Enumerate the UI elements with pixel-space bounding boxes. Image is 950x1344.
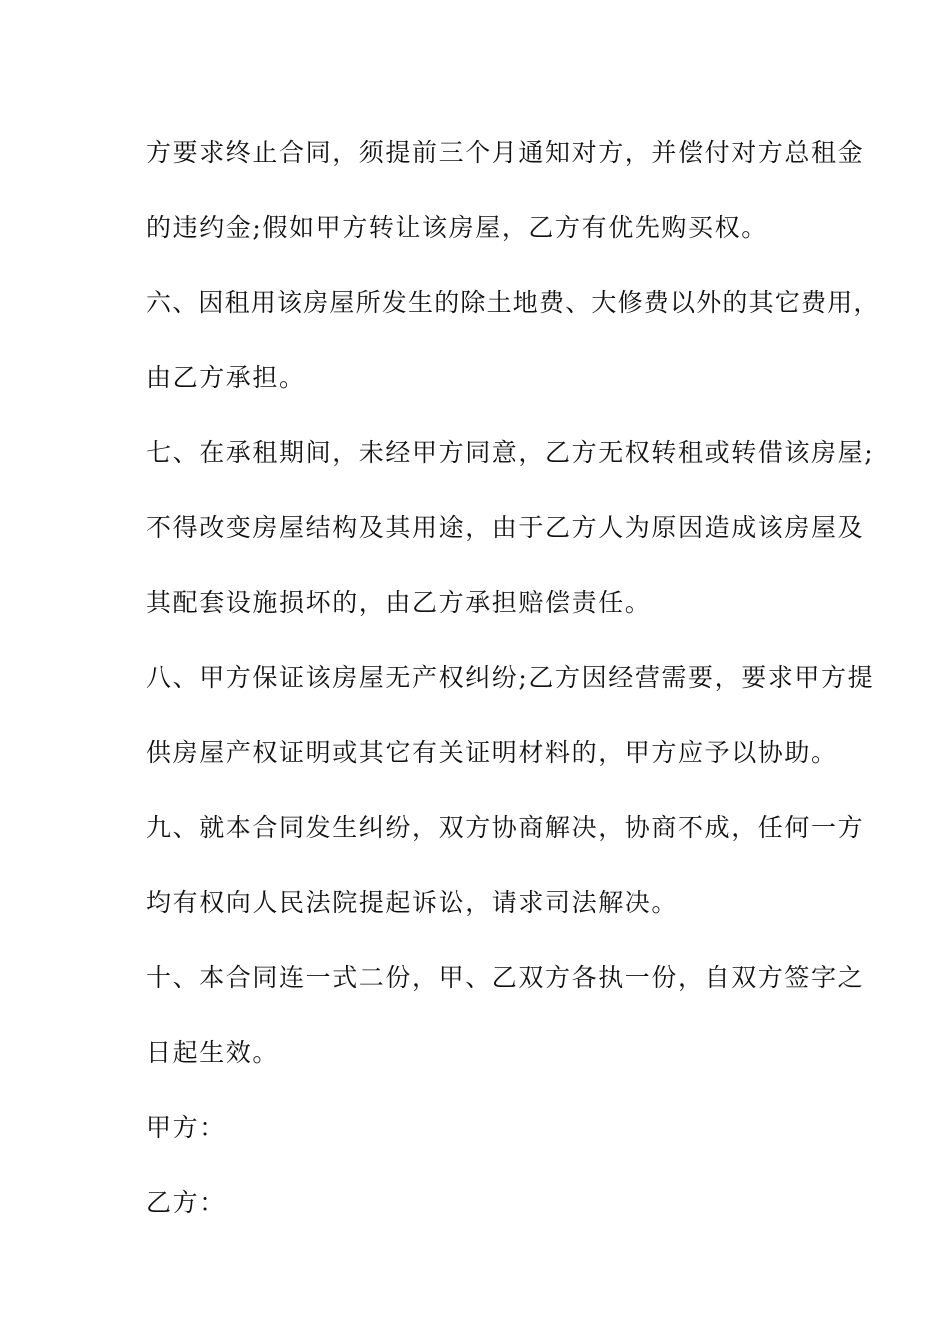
- text-line: 九、就本合同发生纠纷，双方协商解决，协商不成，任何一方: [146, 813, 865, 842]
- text-line: 由乙方承担。: [146, 363, 306, 392]
- text-line: 的违约金;假如甲方转让该房屋，乙方有优先购买权。: [146, 213, 768, 242]
- text-line: 八、甲方保证该房屋无产权纠纷;乙方因经营需要，要求甲方提: [146, 663, 875, 692]
- text-line: 日起生效。: [146, 1038, 280, 1067]
- text-line: 其配套设施损坏的，由乙方承担赔偿责任。: [146, 588, 652, 617]
- text-line: 不得改变房屋结构及其用途，由于乙方人为原因造成该房屋及: [146, 513, 865, 542]
- text-line: 七、在承租期间，未经甲方同意，乙方无权转租或转借该房屋;: [146, 438, 875, 467]
- party-b-signature-label: 乙方：: [146, 1188, 226, 1217]
- text-line: 均有权向人民法院提起诉讼，请求司法解决。: [146, 888, 679, 917]
- text-line: 方要求终止合同，须提前三个月通知对方，并偿付对方总租金: [146, 138, 865, 167]
- text-line: 供房屋产权证明或其它有关证明材料的，甲方应予以协助。: [146, 738, 838, 767]
- party-a-signature-label: 甲方：: [146, 1113, 226, 1142]
- text-line: 六、因租用该房屋所发生的除土地费、大修费以外的其它费用，: [146, 288, 880, 317]
- text-line: 十、本合同连一式二份，甲、乙双方各执一份，自双方签字之: [146, 963, 865, 992]
